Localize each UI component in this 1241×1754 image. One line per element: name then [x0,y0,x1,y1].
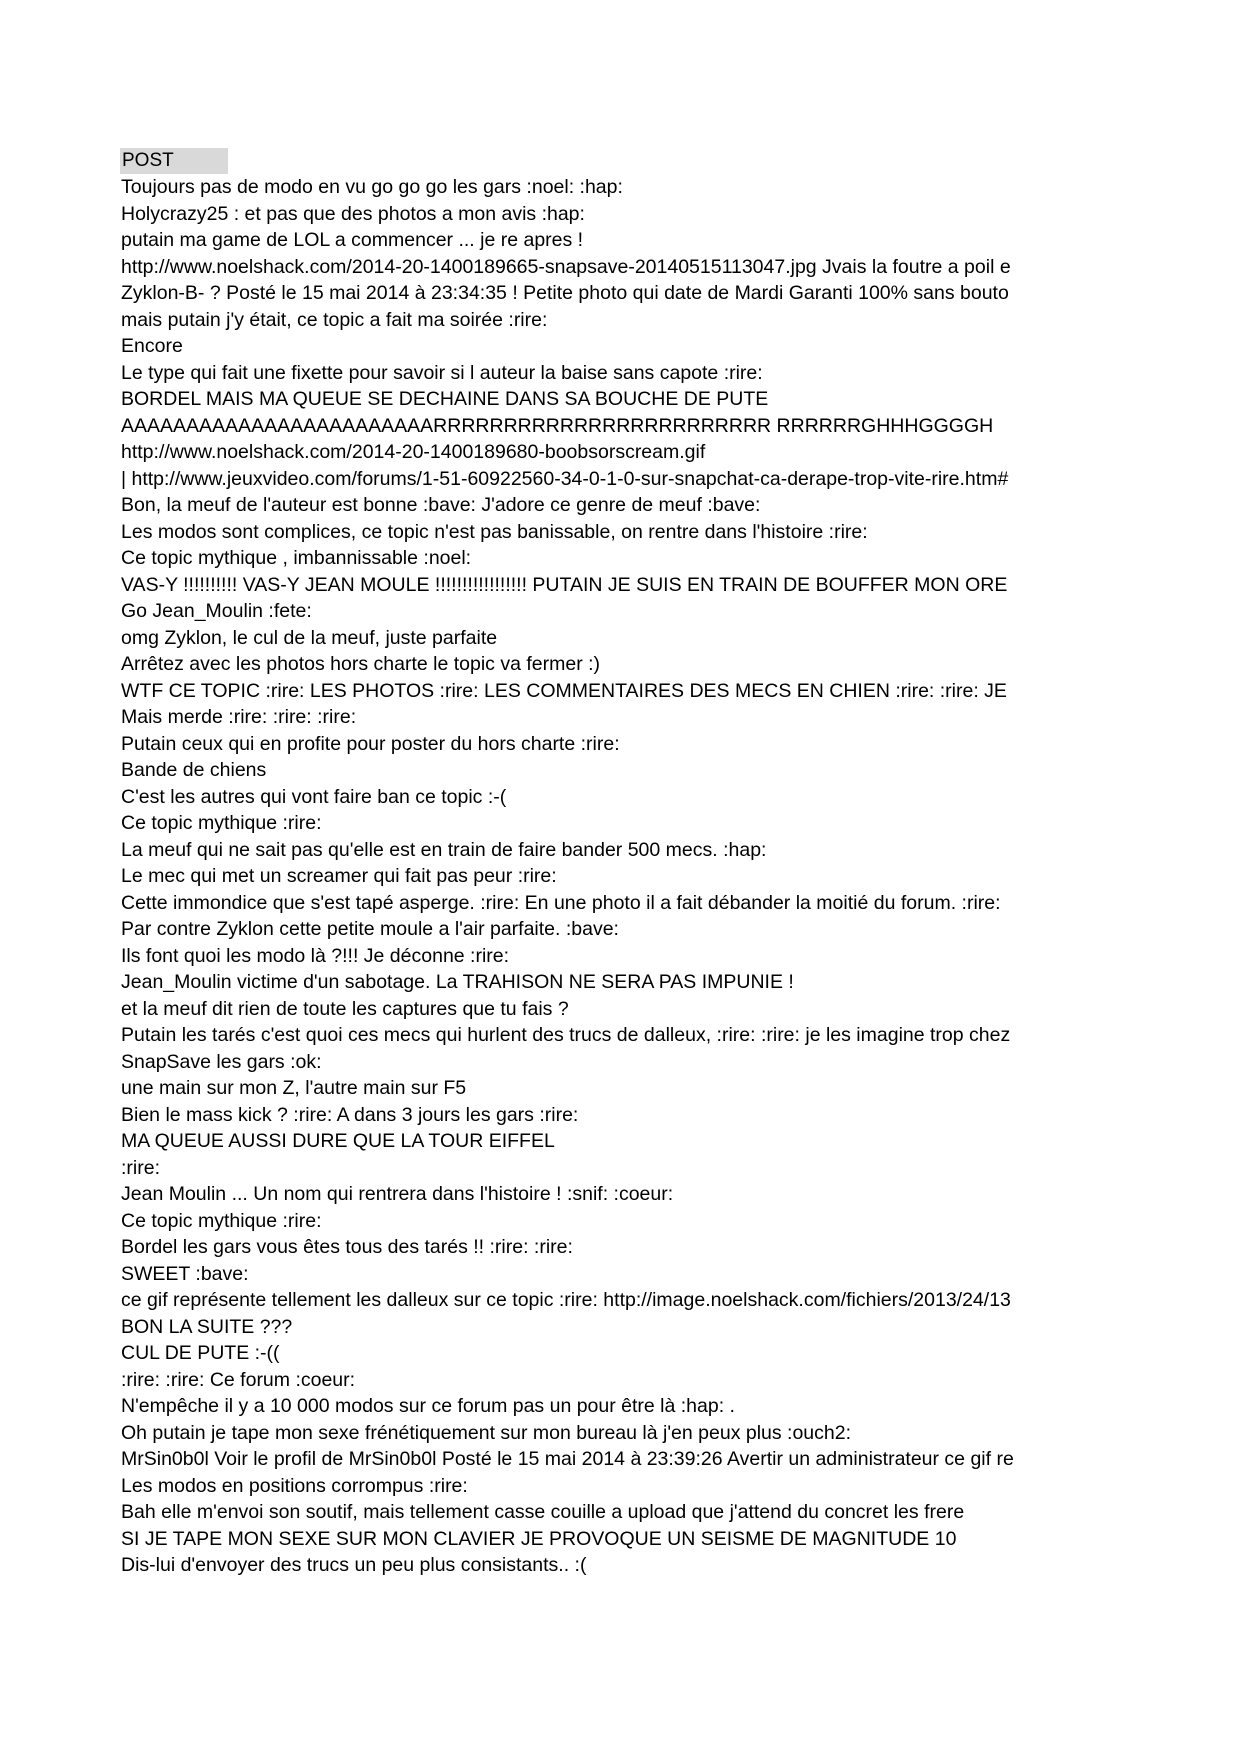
post-row: Go Jean_Moulin :fete: [121,600,312,622]
post-row: :rire: [121,1156,160,1179]
post-row: SI JE TAPE MON SEXE SUR MON CLAVIER JE PROVOQUE UN SEISME DE MAGNITUDE 10 [121,1527,957,1550]
post-row: VAS-Y !!!!!!!!!! VAS-Y JEAN MOULE !!!!!!!!!!!!!!!!! PUTAIN JE SUIS EN TRAIN DE BOUFFER MON ORE [121,573,1008,596]
post-row: Cette immondice que s'est tapé asperge. :rire: En une photo il a fait débander la moitié du forum. :rire: [121,891,1001,914]
post-row: Les modos sont complices, ce topic n'est pas banissable, on rentre dans l'histoire :rire: [121,520,868,543]
post-row: Arrêtez avec les photos hors charte le topic va fermer :) [121,653,601,675]
post-row: Bien le mass kick ? :rire: A dans 3 jours les gars :rire: [121,1103,579,1126]
post-row: Toujours pas de modo en vu go go go les gars :noel: :hap: [121,176,623,198]
post-row: une main sur mon Z, l'autre main sur F5 [121,1077,467,1099]
post-row: SWEET :bave: [121,1262,249,1285]
post-row: putain ma game de LOL a commencer ... je re apres ! [121,229,584,251]
post-row: mais putain j'y était, ce topic a fait ma soirée :rire: [121,308,548,331]
post-row: et la meuf dit rien de toute les captures que tu fais ? [121,997,569,1020]
post-row: La meuf qui ne sait pas qu'elle est en train de faire bander 500 mecs. :hap: [121,838,767,861]
post-row: http://www.noelshack.com/2014-20-1400189680-boobsorscream.gif [121,441,706,463]
post-list [120,174,1080,1579]
post-row: MrSin0b0l Voir le profil de MrSin0b0l Posté le 15 mai 2014 à 23:39:26 Avertir un administrateur ce gif re [121,1448,1014,1470]
post-row: omg Zyklon, le cul de la meuf, juste parfaite [121,626,498,649]
post-row: Bordel les gars vous êtes tous des tarés !! :rire: :rire: [121,1236,573,1258]
post-row: Le type qui fait une fixette pour savoir si l auteur la baise sans capote :rire: [121,361,763,384]
post-row: Ce topic mythique :rire: [121,1209,322,1232]
post-row: Bon, la meuf de l'auteur est bonne :bave: J'adore ce genre de meuf :bave: [121,494,761,516]
post-row: SnapSave les gars :ok: [121,1050,322,1073]
column-header-post: POST [120,148,228,174]
post-row: Zyklon-B- ? Posté le 15 mai 2014 à 23:34:35 ! Petite photo qui date de Mardi Garanti 100% sans bouto [121,282,1009,304]
post-row: Bah elle m'envoi son soutif, mais tellement casse couille a upload que j'attend du concret les frere [121,1501,965,1523]
post-row: Ce topic mythique , imbannissable :noel: [121,547,472,569]
post-row: Les modos en positions corrompus :rire: [121,1474,468,1497]
post-row: BON LA SUITE ??? [121,1315,293,1338]
spreadsheet-page [120,148,1080,1579]
post-row: Bande de chiens [121,759,267,781]
post-row: N'empêche il y a 10 000 modos sur ce forum pas un pour être là :hap: . [121,1395,735,1417]
post-row: Holycrazy25 : et pas que des photos a mon avis :hap: [121,202,585,225]
post-row: Encore [121,335,183,357]
post-row: Le mec qui met un screamer qui fait pas peur :rire: [121,865,557,887]
post-row: AAAAAAAAAAAAAAAAAAAAAAAARRRRRRRRRRRRRRRRRRRRRRRR RRRRRRGHHHGGGGH [121,414,994,437]
post-row: BORDEL MAIS MA QUEUE SE DECHAINE DANS SA BOUCHE DE PUTE [121,388,769,410]
post-row: Oh putain je tape mon sexe frénétiquement sur mon bureau là j'en peux plus :ouch2: [121,1421,852,1444]
post-row: :rire: :rire: Ce forum :coeur: [121,1368,356,1391]
post-row: Putain les tarés c'est quoi ces mecs qui hurlent des trucs de dalleux, :rire: :rire: je les imagine trop chez [121,1024,1011,1046]
post-row: ce gif représente tellement les dalleux sur ce topic :rire: http://image.noelshack.com/fichiers/2013/24/13 [121,1289,1011,1311]
post-row: Jean_Moulin victime d'un sabotage. La TRAHISON NE SERA PAS IMPUNIE ! [121,971,794,993]
post-row: Par contre Zyklon cette petite moule a l'air parfaite. :bave: [121,918,619,940]
post-row: Jean Moulin ... Un nom qui rentrera dans l'histoire ! :snif: :coeur: [121,1183,674,1205]
post-row: CUL DE PUTE :-(( [121,1342,280,1364]
post-row: MA QUEUE AUSSI DURE QUE LA TOUR EIFFEL [121,1130,555,1152]
post-row: C'est les autres qui vont faire ban ce topic :-( [121,785,507,808]
post-row: | http://www.jeuxvideo.com/forums/1-51-60922560-34-0-1-0-sur-snapchat-ca-derape-trop-vite-rire.htm# [121,467,1009,490]
post-row: Mais merde :rire: :rire: :rire: [121,706,357,728]
post-row: Ce topic mythique :rire: [121,812,322,834]
post-row: Ils font quoi les modo là ?!!! Je déconne :rire: [121,944,510,967]
post-row: http://www.noelshack.com/2014-20-1400189665-snapsave-20140515113047.jpg Jvais la foutre a poil e [121,255,1011,278]
post-row: WTF CE TOPIC :rire: LES PHOTOS :rire: LES COMMENTAIRES DES MECS EN CHIEN :rire: :rire: JE [121,679,1007,702]
post-row: Putain ceux qui en profite pour poster du hors charte :rire: [121,732,620,755]
post-row: Dis-lui d'envoyer des trucs un peu plus consistants.. :( [121,1554,587,1576]
